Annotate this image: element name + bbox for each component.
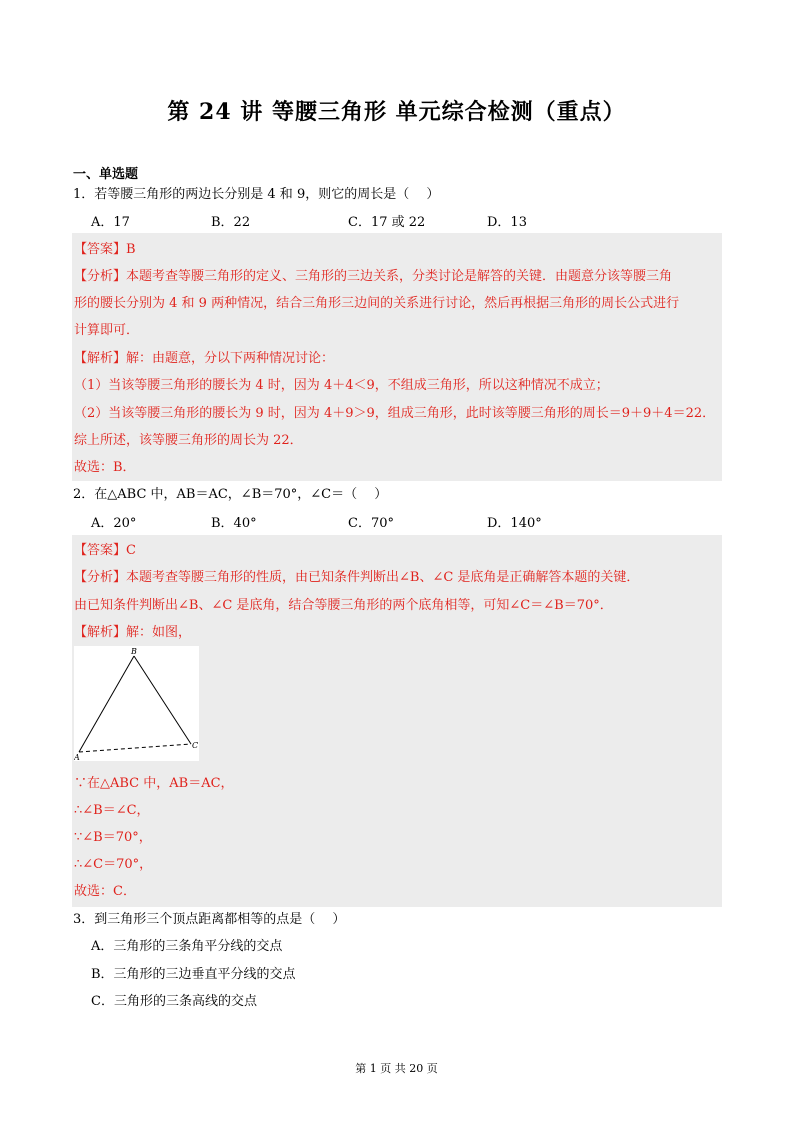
q1-solution-line-1: 【解析】解：由题意，分以下两种情况讨论： xyxy=(74,351,335,366)
q1-analysis-line-1: 【分析】本题考查等腰三角形的定义、三角形的三边关系，分类讨论是解答的关键．由题意分该等腰三角 xyxy=(74,269,673,284)
q1-option-a: A．17 xyxy=(91,215,130,230)
triangle-diagram xyxy=(74,646,199,761)
vertex-label-b: B xyxy=(131,647,137,656)
q2-analysis-line-1: 【分析】本题考查等腰三角形的性质，由已知条件判断出∠B、∠C 是底角是正确解答本题的关键． xyxy=(74,570,640,585)
q1-option-b: B．22 xyxy=(211,215,251,230)
q1-option-d: D．13 xyxy=(487,215,527,230)
q1-solution-line-5: 故选：B． xyxy=(74,460,136,475)
q2-option-b: B．40° xyxy=(211,516,257,531)
q2-option-a: A．20° xyxy=(91,516,137,531)
vertex-label-c: C xyxy=(192,741,199,750)
question-1-stem: 1．若等腰三角形的两边长分别是 4 和 9，则它的周长是（ ） xyxy=(73,187,440,202)
question-3-stem: 3．到三角形三个顶点距离都相等的点是（ ） xyxy=(73,912,346,927)
q1-answer: 【答案】B xyxy=(74,242,136,257)
q1-option-c: C．17 或 22 xyxy=(348,215,426,230)
q2-option-c: C．70° xyxy=(348,516,394,531)
q2-analysis-line-2: 由已知条件判断出∠B、∠C 是底角，结合等腰三角形的两个底角相等，可知∠C＝∠B＝70°． xyxy=(74,598,613,613)
page-title: 第 24 讲 等腰三角形 单元综合检测（重点） xyxy=(167,99,626,125)
section-heading: 一、单选题 xyxy=(73,167,139,182)
triangle-figure xyxy=(74,646,199,761)
question-2-stem: 2．在△ABC 中，AB＝AC，∠B＝70°，∠C＝（ ） xyxy=(73,487,388,502)
q1-solution-line-4: 综上所述，该等腰三角形的周长为 22． xyxy=(74,433,303,448)
q2-step-4: ∴∠C＝70°， xyxy=(74,857,153,872)
q3-option-c: C．三角形的三条高线的交点 xyxy=(91,994,257,1009)
q2-step-2: ∴∠B＝∠C， xyxy=(74,803,150,818)
q1-solution-line-2: （1）当该等腰三角形的腰长为 4 时，因为 4＋4＜9，不组成三角形，所以这种情况不成立； xyxy=(74,378,609,393)
q3-option-a: A．三角形的三条角平分线的交点 xyxy=(91,939,283,954)
vertex-label-a: A xyxy=(74,753,80,761)
q2-step-3: ∵∠B＝70°， xyxy=(74,830,152,845)
side-bc xyxy=(134,656,191,744)
q1-analysis-line-2: 形的腰长分别为 4 和 9 两种情况，结合三角形三边间的关系进行讨论，然后再根据三角形的周长公式进行 xyxy=(74,296,680,311)
q2-answer: 【答案】C xyxy=(74,543,136,558)
side-ba xyxy=(79,656,134,752)
q2-solution-head: 【解析】解：如图， xyxy=(74,625,192,640)
q1-analysis-line-3: 计算即可． xyxy=(74,323,140,338)
page-footer: 第 1 页 共 20 页 xyxy=(355,1062,438,1075)
q2-step-1: ∵在△ABC 中，AB＝AC， xyxy=(74,776,234,791)
q2-step-5: 故选：C． xyxy=(74,884,136,899)
q2-option-d: D．140° xyxy=(487,516,542,531)
side-ac xyxy=(79,744,191,752)
q1-solution-line-3: （2）当该等腰三角形的腰长为 9 时，因为 4＋9＞9，组成三角形，此时该等腰三角形的周长＝9＋9＋4＝22． xyxy=(74,406,716,421)
q3-option-b: B．三角形的三边垂直平分线的交点 xyxy=(91,967,296,982)
